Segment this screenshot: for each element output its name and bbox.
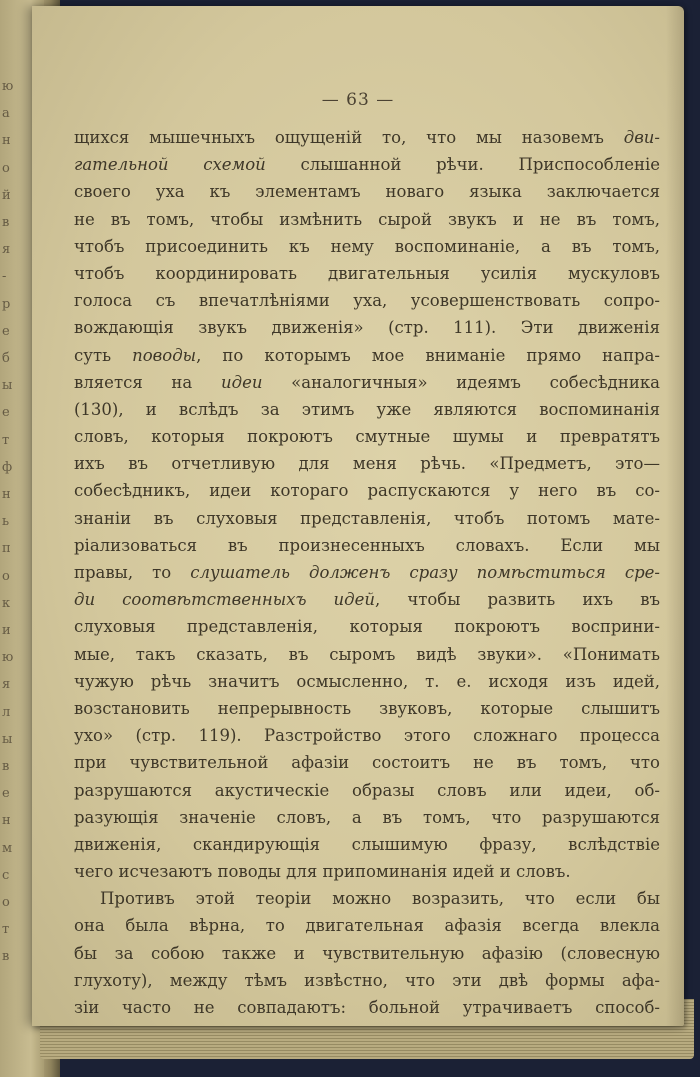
- text-line: [74, 178, 660, 205]
- text-segment: голоса съ впечатлѣнiями уха, усовершенствовать сопро-: [74, 291, 660, 311]
- text-segment: мые, такъ сказать, въ сыромъ видѣ звуки». «Понимать: [74, 644, 660, 664]
- text-line: [74, 396, 660, 423]
- page-number: — 63 —: [321, 90, 395, 110]
- text-line: [74, 777, 660, 804]
- previous-page-fragment: е: [2, 323, 10, 339]
- text-segment: «аналогичныя» идеямъ собесѣдника: [262, 372, 660, 392]
- text-segment: чтобъ присоединить къ нему воспоминанiе, а въ томъ,: [74, 236, 660, 256]
- previous-page-fragment: с: [2, 867, 10, 883]
- previous-page-fragment: т: [2, 432, 10, 448]
- previous-page-fragment: ф: [2, 459, 13, 475]
- text-segment: не въ томъ, чтобы измѣнить сырой звукъ и не въ томъ,: [74, 209, 660, 229]
- text-segment: Противъ этой теорiи можно возразить, что если бы: [100, 889, 660, 909]
- text-line: [74, 559, 660, 586]
- text-line: [74, 613, 660, 640]
- italic-text: поводы: [132, 345, 197, 365]
- text-segment: щихся мышечныхъ ощущенiй то, что мы назовемъ: [74, 128, 624, 147]
- text-line: [74, 722, 660, 749]
- text-line: [74, 423, 660, 450]
- text-line: [74, 695, 660, 722]
- text-line: [74, 260, 660, 287]
- previous-page-fragment: о: [2, 895, 10, 910]
- previous-page-fragment: о: [2, 160, 10, 176]
- previous-page-fragment: н: [2, 133, 11, 149]
- text-segment: она была вѣрна, то двигательная афазiя всегда влекла: [74, 916, 660, 936]
- previous-page-fragment: о: [2, 568, 10, 584]
- italic-text: ди соотвѣтственныхъ идей: [74, 590, 376, 610]
- text-line: [74, 369, 660, 396]
- text-line: [74, 994, 660, 1021]
- text-segment: словъ, которыя покроютъ смутные шумы и превратятъ: [74, 427, 660, 447]
- text-segment: бы за собою также и чувствительную афазiю (словесную: [74, 943, 660, 963]
- previous-page-fragment: в: [2, 215, 10, 230]
- text-line: [74, 151, 660, 178]
- text-line: [74, 668, 660, 695]
- previous-page-fragment: я: [2, 677, 11, 693]
- italic-text: слушатель долженъ сразу помѣститься сре-: [190, 563, 660, 582]
- text-segment: чужую рѣчь значитъ осмысленно, т. е. исходя изъ идей,: [74, 671, 660, 691]
- text-segment: чтобъ координировать двигательныя усилiя мускуловъ: [74, 263, 660, 283]
- previous-page-fragment: ю: [2, 79, 14, 94]
- text-segment: ихъ въ отчетливую для меня рѣчь. «Предметъ, это—: [74, 454, 660, 474]
- previous-page-fragment: й: [2, 187, 11, 203]
- text-segment: зiи часто не совпадаютъ: больной утрачиваетъ способ-: [74, 998, 660, 1017]
- previous-page-fragment: к: [2, 595, 11, 611]
- text-line: [74, 885, 660, 912]
- previous-page-fragment: и: [2, 623, 11, 638]
- text-segment: движенiя, скандирующiя слышимую фразу, вслѣдствiе: [74, 834, 660, 854]
- previous-page-fragment: е: [2, 786, 10, 802]
- body-text: [74, 124, 660, 1021]
- previous-page-fragment: в: [2, 759, 10, 774]
- previous-page-fragment: н: [2, 813, 11, 829]
- text-line: [74, 912, 660, 939]
- previous-page-fragment: в: [2, 949, 10, 965]
- text-line: [74, 233, 660, 260]
- text-segment: суть: [74, 345, 133, 365]
- text-segment: вождающiя звукъ движенiя» (стр. 111). Эти движенiя: [74, 318, 660, 338]
- text-segment: вляется на: [74, 372, 221, 392]
- text-segment: слуховыя представленiя, которыя покроютъ восприни-: [74, 617, 660, 637]
- previous-page-fragment: ь: [2, 514, 10, 530]
- previous-page-fragment: н: [2, 487, 11, 502]
- text-segment: рiализоваться въ произнесенныхъ словахъ. Если мы: [74, 535, 660, 555]
- text-segment: разующiя значенiе словъ, а въ томъ, что разрушаются: [74, 807, 660, 827]
- text-segment: знанiи въ слуховыя представленiя, чтобъ потомъ мате-: [74, 508, 660, 528]
- previous-page-fragment: ы: [2, 731, 13, 747]
- text-line: [74, 342, 660, 369]
- text-segment: правы, то: [74, 563, 191, 582]
- text-line: [74, 831, 660, 858]
- text-segment: слышанной рѣчи. Приспособленiе: [265, 155, 660, 175]
- text-line: [74, 532, 660, 559]
- text-line: [74, 967, 660, 994]
- previous-page-fragment: е: [2, 405, 10, 421]
- previous-page-fragment: п: [2, 541, 11, 557]
- previous-page-fragment: р: [2, 296, 11, 312]
- text-line: [74, 287, 660, 314]
- text-segment: при чувствительной афазiи состоитъ не въ томъ, что: [74, 753, 660, 773]
- text-segment: собесѣдникъ, идеи котораго распускаются у него въ со-: [74, 481, 660, 501]
- italic-text: дви-: [623, 128, 660, 147]
- text-segment: чего исчезаютъ поводы для припоминанiя идей и словъ.: [74, 862, 571, 882]
- previous-page-fragment: -: [2, 269, 7, 285]
- text-line: [74, 749, 660, 776]
- text-line: [74, 477, 660, 504]
- text-segment: , по которымъ мое вниманiе прямо напра-: [196, 345, 660, 365]
- italic-text: идеи: [220, 372, 263, 392]
- text-line: [74, 641, 660, 668]
- previous-page-fragment: л: [2, 704, 11, 720]
- previous-page-fragment: б: [2, 351, 10, 366]
- text-line: [74, 804, 660, 831]
- text-line: [74, 858, 660, 885]
- text-segment: глухоту), между тѣмъ извѣстно, что эти двѣ формы афа-: [74, 970, 660, 990]
- text-segment: возстановить непрерывность звуковъ, которые слышитъ: [74, 698, 660, 718]
- previous-page-fragment: м: [2, 840, 13, 856]
- previous-page-fragment: я: [2, 242, 11, 258]
- previous-page-fragment: т: [2, 922, 10, 938]
- text-line: [74, 314, 660, 341]
- text-line: [74, 206, 660, 233]
- text-segment: своего уха къ элементамъ новаго языка заключается: [74, 182, 660, 202]
- text-line: [74, 450, 660, 477]
- text-segment: разрушаются акустическiе образы словъ или идеи, об-: [74, 780, 660, 800]
- previous-page-fragment: ы: [2, 378, 13, 394]
- book-page: [32, 6, 684, 1026]
- italic-text: гательной схемой: [74, 155, 266, 175]
- text-line: [74, 124, 660, 151]
- previous-page-fragment: а: [2, 106, 10, 122]
- text-segment: ухо» (стр. 119). Разстройство этого сложнаго процесса: [74, 726, 660, 746]
- text-segment: (130), и вслѣдъ за этимъ уже являются воспоминанiя: [74, 399, 660, 419]
- text-line: [74, 505, 660, 532]
- previous-page-fragment: ю: [2, 650, 14, 666]
- text-line: [74, 586, 660, 613]
- text-segment: , чтобы развить ихъ въ: [375, 590, 660, 610]
- text-line: [74, 940, 660, 967]
